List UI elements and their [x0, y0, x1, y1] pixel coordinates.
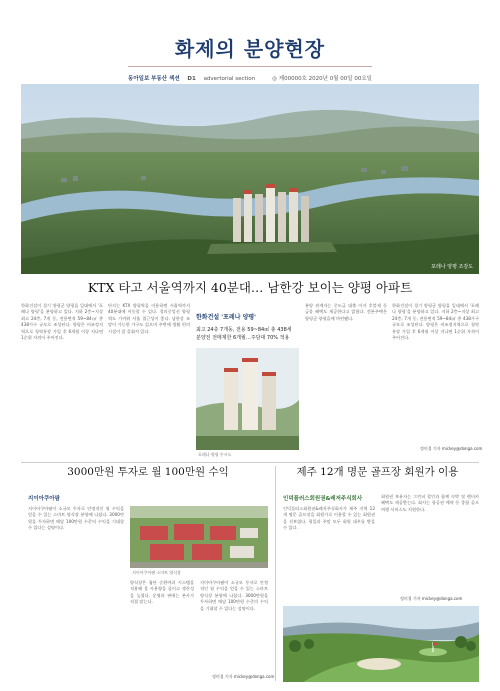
issue-date: ◎ 제00000호 2020년 0월 00일 00요일: [272, 76, 372, 82]
article-paragraph: 한화건설이 경기 양평군 양평읍 일대에서 '포레나 양평'을 분양하고 있다. 지하 2층~지상 최고 24층, 7개 동, 전용면적 59~84㎡ 총 438가구 규모로 조성된다. 양평은 비조정지역으로 청약통장 가입 후 6개월 이상 지나면 1순위 자격이 주어진다.: [21, 303, 103, 341]
article-byline: 정미경 기자 mickey@donga.com: [420, 446, 483, 451]
aquafarm-image: [130, 506, 268, 568]
article-paragraph: 회원권 보유자는 그린피 할인과 함께 숙박 및 렌터카 혜택도 제공받는다. 회사는 항공권 예약 등 종합 골프 여행 서비스도 지원한다.: [381, 494, 479, 512]
tower-image-caption: 포레나 양평 투시도: [198, 452, 232, 457]
article-paragraph: 지이아쿠아팜이 소규모 투자로 안정적인 월 수익을 얻을 수 있는 스마트 양식장 분양에 나섰다. 3000만원을 투자하면 매달 100만원 수준의 수익을 기대할 수 있다는 설명이다.: [200, 580, 268, 611]
article-paragraph: 지이아쿠아팜이 소규모 투자로 안정적인 월 수익을 얻을 수 있는 스마트 양식장 분양에 나섰다. 3000만원을 투자하면 매달 100만원 수준의 수익을 기대할 수 있다는 설명이다.: [28, 506, 124, 531]
feature-line-2: 분양전 전매제한 6개월…주담대 70% 적용: [196, 335, 290, 341]
right-section-title: 제주 12개 명문 골프장 회원가 이용: [296, 466, 459, 478]
golf-course-illustration: [283, 606, 479, 682]
article-column-1: [21, 303, 103, 453]
left-column-3: [200, 580, 268, 672]
section-label: advertorial section: [203, 76, 256, 82]
left-section-subtitle: 지이아쿠아팜: [28, 496, 60, 502]
section-title: 화제의 분양현장: [174, 37, 326, 61]
left-section-title: 3000만원 투자로 월 100만원 수익: [67, 466, 229, 478]
column-divider: [275, 466, 276, 681]
article-paragraph: 분양 관계자는 중도금 대출 이자 후불제 등 금융 혜택도 제공한다고 밝혔다. 견본주택은 양평군 양평읍에 마련됐다.: [305, 303, 387, 321]
feature-line-1: 최고 24층 7개동, 전용 59~84㎡ 총 438세: [196, 327, 292, 333]
left-byline: 정미경 기자 mickey@donga.com: [212, 674, 275, 679]
right-section-subtitle: 인덕플러스회원권&레저주식회사: [283, 496, 363, 502]
left-column-1: [28, 506, 124, 681]
right-byline: 정미경 기자 mickey@donga.com: [400, 596, 463, 601]
article-paragraph: 한화건설이 경기 양평군 양평읍 일대에서 '포레나 양평'을 분양하고 있다. 지하 2층~지상 최고 24층, 7개 동, 전용면적 59~84㎡ 총 438가구 규모로 조성된다. 양평은 비조정지역으로 청약통장 가입 후 6개월 이상 지나면 1순위 자격이 주어진다.: [392, 303, 479, 341]
apartment-towers: [233, 184, 309, 242]
hero-aerial-image: [21, 84, 479, 274]
tower-rendering-image: [196, 348, 299, 450]
article-paragraph: 양식장은 첨단 순환여과 시스템을 적용해 물 사용량을 줄이고 생산성을 높였다. 운영과 판매는 본사가 직접 맡는다.: [130, 580, 194, 605]
section-code: D1: [187, 76, 196, 82]
main-headline: KTX 타고 서울역까지 40분대… 남한강 보이는 양평 아파트: [87, 280, 413, 295]
article-paragraph: 인덕플러스회원권&레저주식회사가 제주 지역 12개 명문 골프장을 회원가로 이용할 수 있는 회원권을 선보였다. 평일과 주말 모두 회원 대우를 받을 수 있다.: [283, 506, 375, 531]
article-paragraph: 단지는 KTX 양평역을 이용하면 서울역까지 40분대에 이동할 수 있다. 경의중앙선 양평역도 가까워 서울 접근성이 좋다. 남한강 조망이 가능한 가구도 있으며 주변에 생활 편의시설이 잘 갖춰져 있다.: [108, 303, 190, 334]
article-column-4: [392, 303, 479, 443]
right-column-2: [381, 494, 479, 594]
masthead-rule: [128, 66, 372, 67]
aerial-view-illustration: [21, 84, 479, 274]
tower-illustration: [196, 348, 299, 450]
aquafarm-illustration: [130, 506, 268, 568]
hero-caption: 포레나 양평 조감도: [431, 264, 473, 270]
feature-brand: 한화건설 '포레나 양평': [196, 314, 257, 321]
right-column-1: [283, 506, 375, 594]
feature-box: [196, 312, 299, 342]
article-column-3: [305, 303, 387, 453]
golf-course-image: [283, 606, 479, 682]
masthead-info: [128, 74, 372, 82]
left-column-2: [130, 580, 194, 680]
newspaper-name: 동아일보 부동산 섹션: [128, 76, 180, 82]
article-column-2: [108, 303, 190, 453]
aquafarm-caption: 지이아쿠아팜 스마트 양식장: [132, 570, 181, 575]
